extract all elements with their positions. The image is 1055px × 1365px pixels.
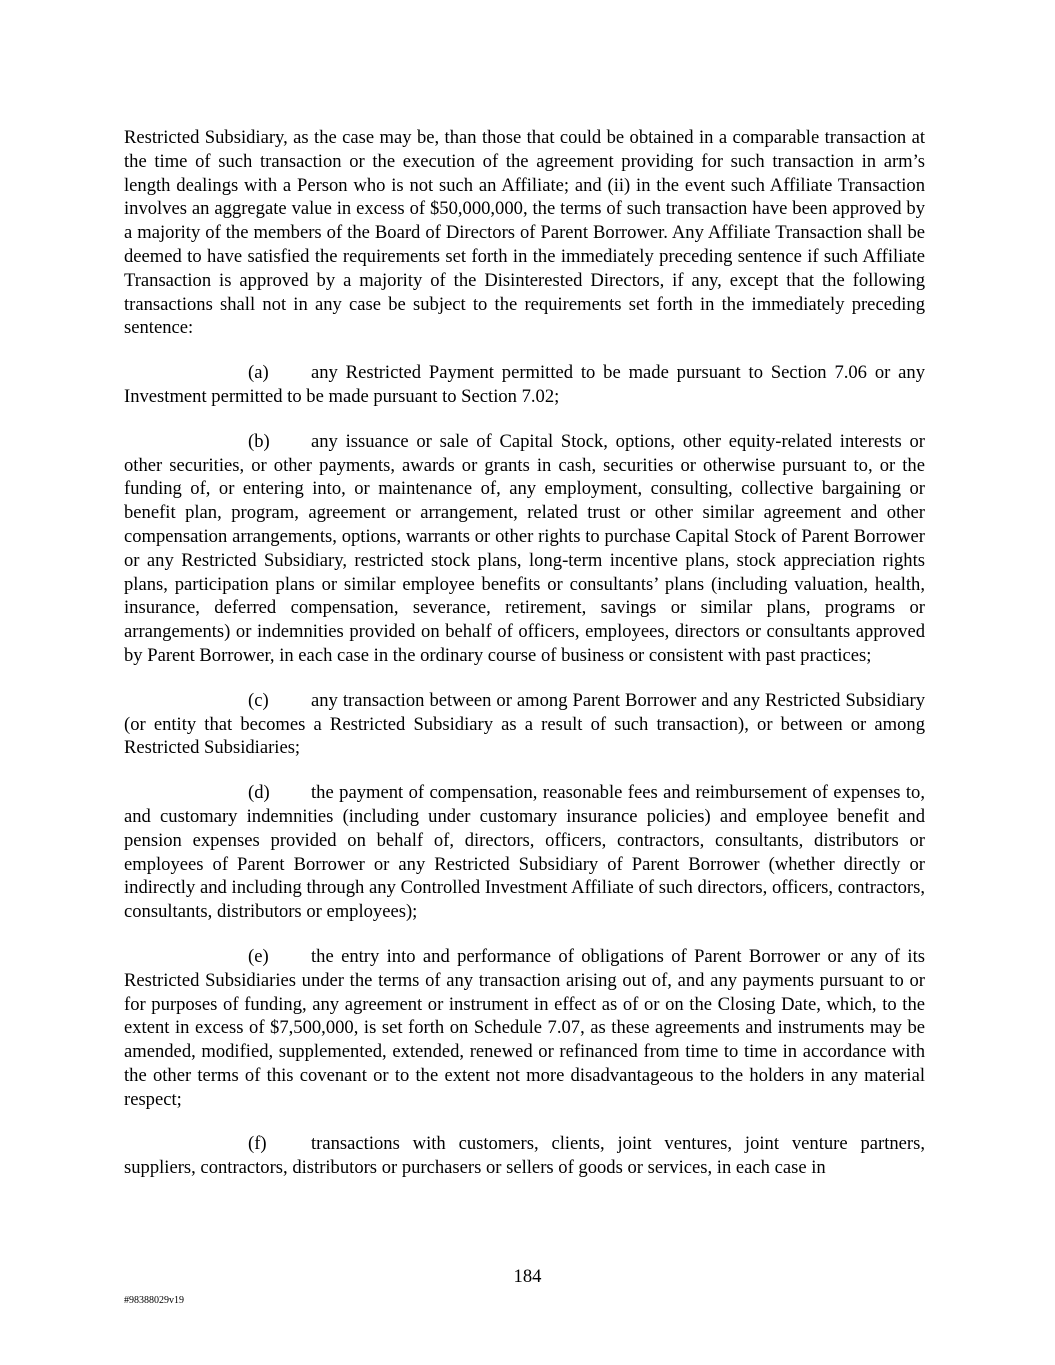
document-body <box>124 126 925 1180</box>
item-text: the entry into and performance of obligations of Parent Borrower or any of its Restricted Subsidiaries under the terms of any transaction arising out of, and any payments pursuant to or for purposes of funding, any agreement or instrument in effect as of or on the Closing Date, which, to the extent in excess of $7,500,000, is set forth on Schedule 7.07, as these agreements and instruments may be amended, modified, supplemented, extended, renewed or refinanced from time to time in accordance with the other terms of this covenant or to the extent not more disadvantageous to the holders in any material respect; <box>124 945 925 1110</box>
intro-paragraph: Restricted Subsidiary, as the case may be, than those that could be obtained in a comparable transaction at the time of such transaction or the execution of the agreement providing for such transaction in arm’s length dealings with a Person who is not such an Affiliate; and (ii) in the event such Affiliate Transaction involves an aggregate value in excess of $50,000,000, the terms of such transaction have been approved by a majority of the members of the Board of Directors of Parent Borrower. Any Affiliate Transaction shall be deemed to have satisfied the requirements set forth in the immediately preceding sentence if such Affiliate Transaction is approved by a majority of the Disinterested Directors, if any, except that the following transactions shall not in any case be subject to the requirements set forth in the immediately preceding sentence: <box>124 127 925 339</box>
document-id: #98388029v19 <box>124 1295 184 1306</box>
item-label: (e) <box>248 945 269 967</box>
item-label: (a) <box>248 362 269 384</box>
item-label: (f) <box>248 1133 267 1155</box>
list-item <box>124 430 925 668</box>
item-text: any Restricted Payment permitted to be made pursuant to Section 7.06 or any Investment permitted to be made pursuant to Section 7.02; <box>124 362 925 407</box>
item-label: (c) <box>248 689 269 711</box>
list-item <box>124 945 925 1112</box>
item-text: any issuance or sale of Capital Stock, options, other equity-related interests or other securities, or other payments, awards or grants in cash, securities or otherwise pursuant to, or the funding of, or entering into, or maintenance of, any employment, consulting, collective bargaining or benefit plan, program, agreement or arrangement, related trust or other similar agreement and other compensation arrangements, options, warrants or other rights to purchase Capital Stock of Parent Borrower or any Restricted Subsidiary, restricted stock plans, long-term incentive plans, stock appreciation rights plans, participation plans or similar employee benefits or consultants’ plans (including valuation, health, insurance, deferred compensation, severance, retirement, savings or similar plans, programs or arrangements) or indemnities provided on behalf of officers, employees, directors or consultants approved by Parent Borrower, in each case in the ordinary course of business or consistent with past practices; <box>124 430 925 666</box>
list-item <box>124 361 925 409</box>
item-label: (b) <box>248 430 270 452</box>
item-text: transactions with customers, clients, joint ventures, joint venture partners, suppliers, contractors, distributors or purchasers or sellers of goods or services, in each case in <box>124 1133 925 1179</box>
list-item <box>124 781 925 924</box>
list-item <box>124 689 925 760</box>
item-text: any transaction between or among Parent Borrower and any Restricted Subsidiary (or entity that becomes a Restricted Subsidiary as a result of such transaction), or between or among Restricted Subsidiaries; <box>124 689 925 759</box>
list-item <box>124 1132 925 1180</box>
page-number: 184 <box>513 1266 542 1287</box>
item-label: (d) <box>248 782 270 804</box>
item-text: the payment of compensation, reasonable fees and reimbursement of expenses to, and customary indemnities (including under customary insurance policies) and employee benefit and pension expenses provided on behalf of, directors, officers, contractors, consultants, distributors or employees of Parent Borrower or any Restricted Subsidiary of Parent Borrower (whether directly or indirectly and including through any Controlled Investment Affiliate of such directors, officers, contractors, consultants, distributors or employees); <box>124 782 925 923</box>
